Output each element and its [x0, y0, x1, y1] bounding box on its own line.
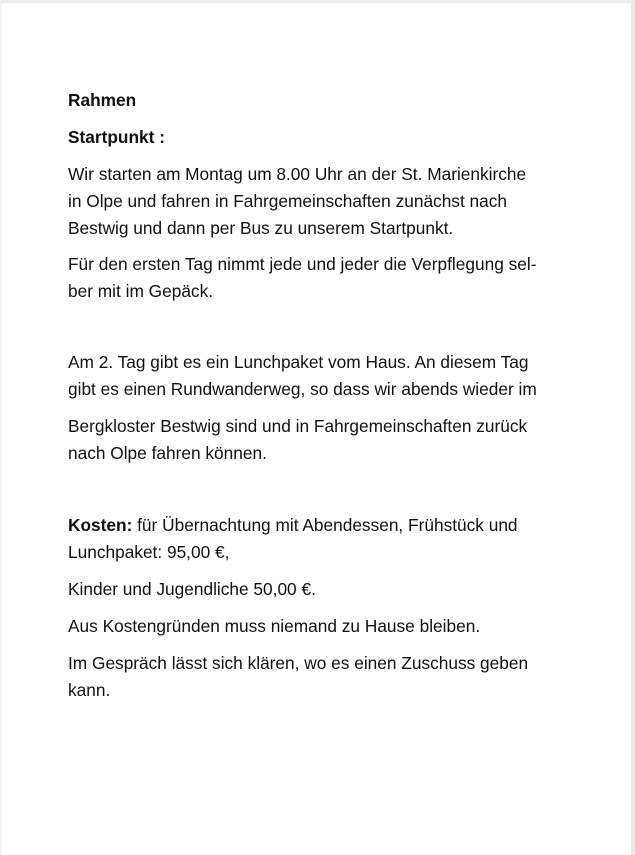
document-body: [68, 87, 573, 704]
text-line: Am 2. Tag gibt es ein Lunchpaket vom Haus. An diesem Tag: [68, 352, 529, 372]
text-line: Bestwig und dann per Bus zu unserem Startpunkt.: [68, 218, 454, 238]
heading-startpunkt: Startpunkt :: [68, 127, 165, 147]
text-line: Bergkloster Bestwig sind und in Fahrgemeinschaften zurück: [68, 416, 528, 436]
text-line: kann.: [68, 680, 111, 700]
text-line: in Olpe und fahren in Fahrgemeinschaften zunächst nach: [68, 191, 508, 211]
page-left-edge: [0, 0, 2, 855]
food-paragraph: [68, 251, 573, 305]
text-line: [68, 512, 573, 539]
heading-rahmen: Rahmen: [68, 90, 137, 110]
text-line: nach Olpe fahren können.: [68, 443, 267, 463]
text-line: ber mit im Gepäck.: [68, 281, 214, 301]
return-paragraph: [68, 413, 573, 467]
text-line: Lunchpaket: 95,00 €,: [68, 542, 230, 562]
text-line: Wir starten am Montag um 8.00 Uhr an der St. Marienkirche: [68, 164, 527, 184]
start-paragraph: [68, 161, 573, 242]
page-right-edge: [631, 0, 635, 855]
costs-label: Kosten:: [68, 515, 133, 535]
subsidy-paragraph: [68, 650, 573, 704]
children-price: Kinder und Jugendliche 50,00 €.: [68, 579, 316, 599]
text-line: Für den ersten Tag nimmt jede und jeder die Verpflegung sel-: [68, 254, 537, 274]
text-line: Im Gespräch lässt sich klären, wo es einen Zuschuss geben: [68, 653, 529, 673]
nobody-stays-home: Aus Kostengründen muss niemand zu Hause bleiben.: [68, 616, 481, 636]
costs-text: für Übernachtung mit Abendessen, Frühstück und: [132, 515, 518, 535]
page-top-edge: [0, 0, 635, 3]
day2-paragraph: [68, 349, 573, 403]
costs-paragraph: [68, 512, 573, 566]
text-line: gibt es einen Rundwanderweg, so dass wir abends wieder im: [68, 379, 537, 399]
